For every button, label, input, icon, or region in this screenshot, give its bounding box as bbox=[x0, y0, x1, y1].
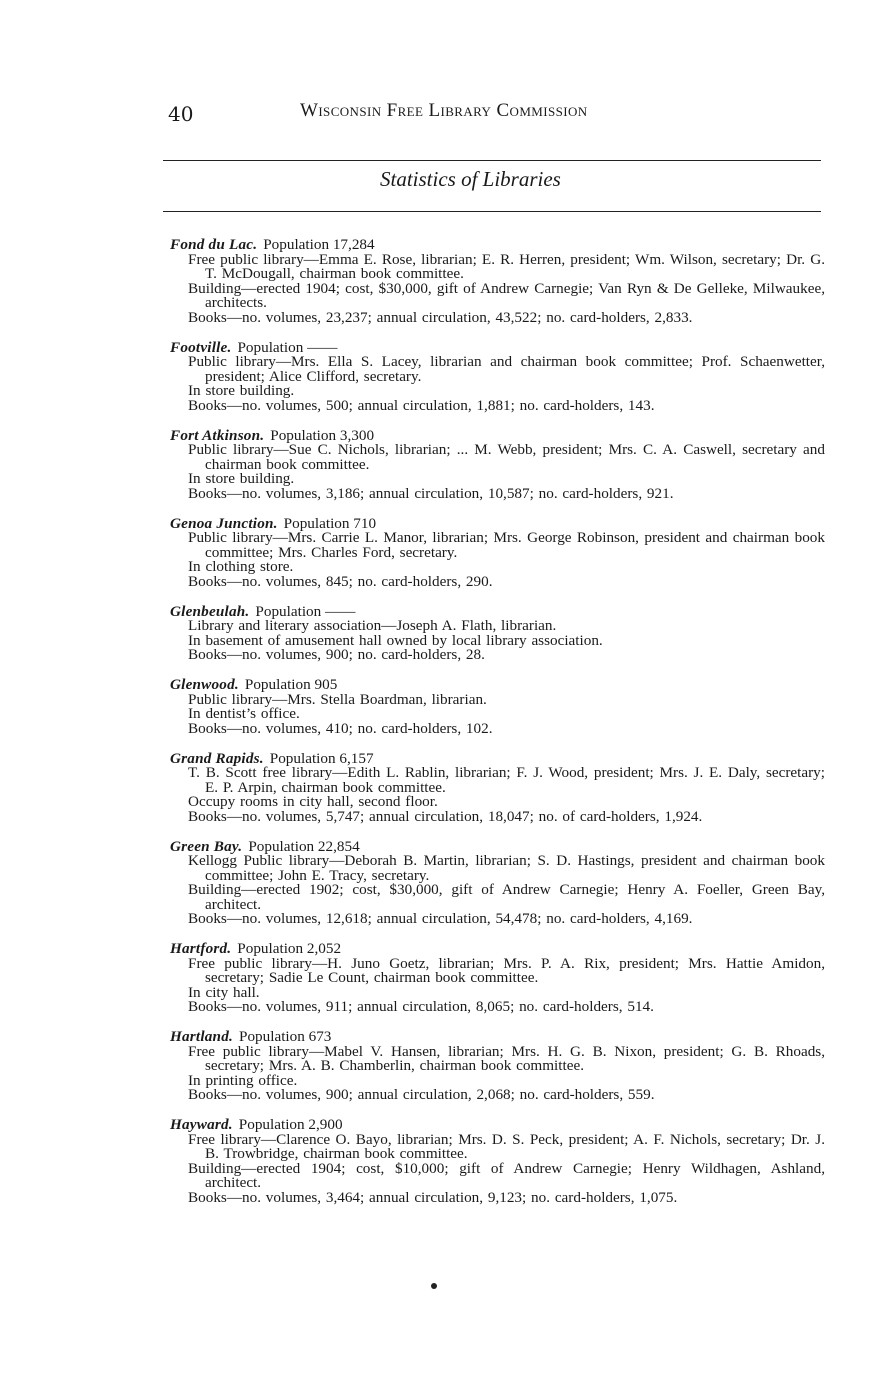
entry-line: Free public library—Emma E. Rose, librarian; E. R. Herren, president; Wm. Wilson, secretary; Dr. G. T. McDougall, chairman book committee. bbox=[188, 250, 825, 282]
population: Population 17,284 bbox=[263, 236, 375, 253]
library-entry bbox=[170, 602, 825, 663]
entry-line: Building—erected 1902; cost, $30,000, gift of Andrew Carnegie; Henry A. Foeller, Green Bay, architect. bbox=[188, 881, 825, 913]
library-entries bbox=[170, 238, 825, 1221]
population: Population 710 bbox=[283, 514, 377, 532]
entry-line: Library and literary association—Joseph A. Flath, librarian. bbox=[188, 617, 557, 634]
entry-line: In basement of amusement hall owned by local library association. bbox=[188, 631, 603, 649]
population: Population 905 bbox=[244, 676, 338, 693]
section-title: Statistics of Libraries bbox=[380, 167, 561, 191]
entry-line: Books—no. volumes, 900; no. card-holders, 28. bbox=[188, 646, 485, 663]
population: Population 2,052 bbox=[237, 940, 342, 957]
entry-line: Occupy rooms in city hall, second floor. bbox=[188, 793, 438, 810]
top-rule bbox=[163, 160, 821, 161]
library-entry bbox=[170, 837, 825, 927]
page-number: 40 bbox=[168, 102, 194, 126]
entry-line: Books—no. volumes, 12,618; annual circulation, 54,478; no. card-holders, 4,169. bbox=[188, 910, 693, 927]
entry-line: Building—erected 1904; cost, $30,000, gift of Andrew Carnegie; Van Ryn & De Gelleke, Milwaukee, architects. bbox=[188, 279, 825, 311]
library-entry bbox=[170, 749, 825, 825]
town-name: Glenbeulah. bbox=[170, 602, 250, 620]
population: Population 22,854 bbox=[248, 837, 360, 855]
town-name: Footville. bbox=[170, 338, 232, 356]
running-title: Wisconsin Free Library Commission bbox=[300, 100, 588, 121]
entry-line: Public library—Mrs. Ella S. Lacey, librarian and chairman book committee; Prof. Schaenwetter, president; Alice Clifford, secretary. bbox=[188, 353, 825, 385]
library-entry bbox=[170, 238, 825, 325]
library-entry bbox=[170, 942, 825, 1015]
entry-line: Books—no. volumes, 911; annual circulation, 8,065; no. card-holders, 514. bbox=[188, 998, 654, 1015]
page-mark bbox=[431, 1283, 437, 1289]
town-name: Glenwood. bbox=[170, 676, 239, 693]
town-name: Grand Rapids. bbox=[170, 749, 264, 767]
library-entry bbox=[170, 678, 825, 736]
entry-line: In dentist’s office. bbox=[188, 705, 300, 722]
library-entry bbox=[170, 338, 825, 414]
entry-line: Books—no. volumes, 23,237; annual circulation, 43,522; no. card-holders, 2,833. bbox=[188, 308, 693, 326]
entry-line: Books—no. volumes, 3,464; annual circulation, 9,123; no. card-holders, 1,075. bbox=[188, 1188, 678, 1206]
entry-line: Books—no. volumes, 845; no. card-holders, 290. bbox=[188, 572, 493, 590]
town-name: Fort Atkinson. bbox=[170, 426, 265, 444]
town-name: Hayward. bbox=[170, 1116, 233, 1133]
entry-line: Building—erected 1904; cost, $10,000; gift of Andrew Carnegie; Henry Wildhagen, Ashland, architect. bbox=[188, 1159, 825, 1191]
population: Population 673 bbox=[239, 1028, 332, 1045]
entry-line: Books—no. volumes, 5,747; annual circulation, 18,047; no. of card-holders, 1,924. bbox=[188, 807, 703, 825]
town-name: Hartland. bbox=[170, 1028, 233, 1045]
entry-line: Books—no. volumes, 500; annual circulation, 1,881; no. card-holders, 143. bbox=[188, 396, 655, 414]
entry-line: Free public library—H. Juno Goetz, librarian; Mrs. P. A. Rix, president; Mrs. Hattie Amidon, secretary; Sadie Le Count, chairman book committee. bbox=[188, 954, 825, 986]
population: Population 3,300 bbox=[270, 426, 375, 444]
library-entry bbox=[170, 1118, 825, 1205]
population: Population 6,157 bbox=[269, 749, 374, 767]
entry-line: Books—no. volumes, 900; annual circulation, 2,068; no. card-holders, 559. bbox=[188, 1086, 655, 1103]
population: Population —— bbox=[255, 602, 356, 620]
bottom-rule bbox=[163, 211, 821, 212]
library-entry bbox=[170, 1030, 825, 1103]
town-name: Fond du Lac. bbox=[170, 236, 258, 253]
entry-line: T. B. Scott free library—Edith L. Rablin, librarian; F. J. Wood, president; Mrs. J. E. Daly, secretary; E. P. Arpin, chairman book committee. bbox=[188, 764, 825, 796]
town-name: Genoa Junction. bbox=[170, 514, 278, 532]
town-name: Hartford. bbox=[170, 940, 232, 957]
entry-line: Kellogg Public library—Deborah B. Martin, librarian; S. D. Hastings, president and chairman book committee; John E. Tracy, secretary. bbox=[188, 852, 825, 884]
population: Population 2,900 bbox=[238, 1116, 343, 1133]
entry-line: Books—no. volumes, 410; no. card-holders, 102. bbox=[188, 719, 493, 737]
library-entry bbox=[170, 514, 825, 590]
entry-line: In store building. bbox=[188, 470, 295, 487]
library-entry bbox=[170, 426, 825, 502]
entry-line: Public library—Mrs. Stella Boardman, librarian. bbox=[188, 690, 487, 708]
entry-line: Public library—Mrs. Carrie L. Manor, librarian; Mrs. George Robinson, president and chairman book committee; Mrs. Charles Ford, secretary. bbox=[188, 529, 825, 561]
entry-line: In printing office. bbox=[188, 1071, 298, 1089]
entry-line: In city hall. bbox=[188, 983, 260, 1001]
page-header bbox=[168, 100, 828, 130]
entry-line: Free public library—Mabel V. Hansen, librarian; Mrs. H. G. B. Nixon, president; G. B. Rhoads, secretary; Mrs. A. B. Chamberlin, chairman book committee. bbox=[188, 1042, 825, 1074]
entry-line: In store building. bbox=[188, 382, 295, 399]
entry-line: Free library—Clarence O. Bayo, librarian; Mrs. D. S. Peck, president; A. F. Nichols, secretary; Dr. J. B. Trowbridge, chairman book committee. bbox=[188, 1130, 825, 1162]
entry-line: Public library—Sue C. Nichols, librarian; ... M. Webb, president; Mrs. C. A. Caswell, secretary and chairman book committee. bbox=[188, 441, 825, 473]
entry-line: Books—no. volumes, 3,186; annual circulation, 10,587; no. card-holders, 921. bbox=[188, 484, 674, 502]
population: Population —— bbox=[237, 338, 338, 356]
town-name: Green Bay. bbox=[170, 837, 243, 855]
entry-line: In clothing store. bbox=[188, 558, 294, 575]
